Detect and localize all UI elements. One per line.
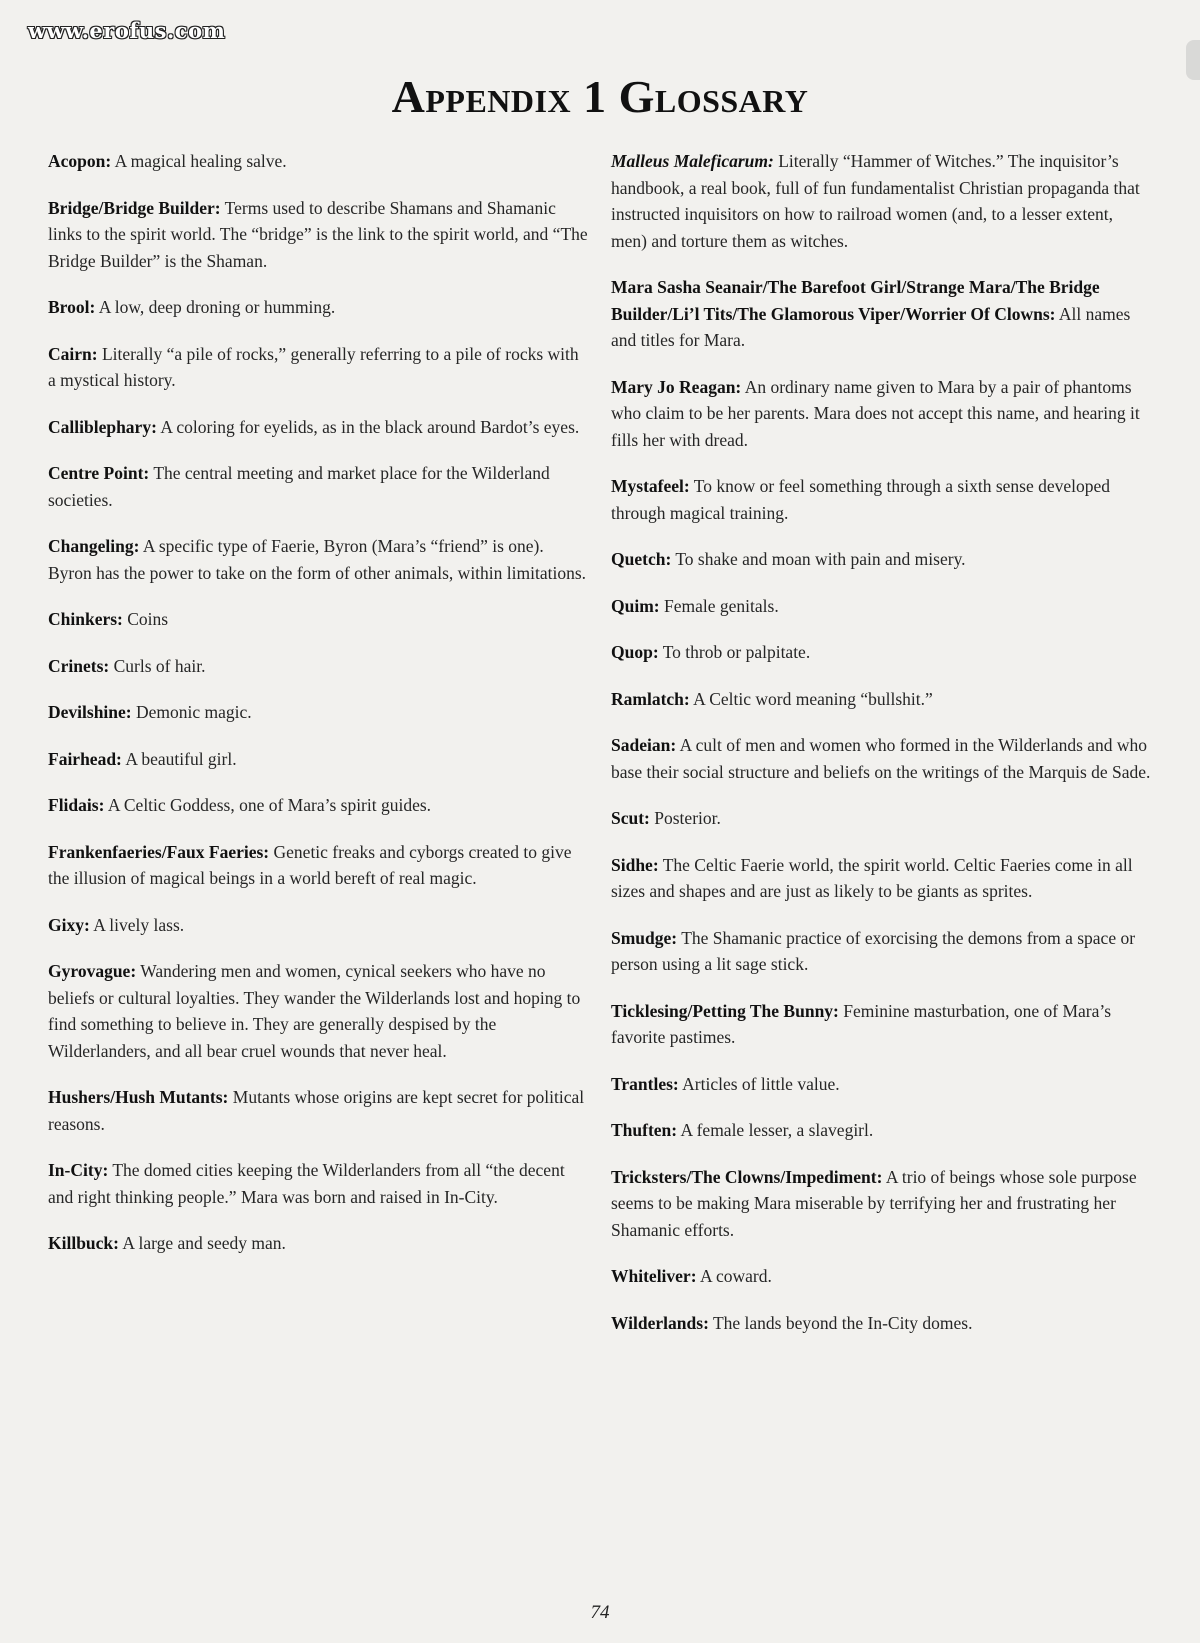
- glossary-term: Brool:: [48, 297, 96, 317]
- glossary-entry: [48, 1157, 588, 1210]
- glossary-term: Mary Jo Reagan:: [611, 376, 742, 397]
- glossary-definition: An ordinary name given to Mara by a pair of phantoms who claim to be her parents. Mara does not accept this name, and hearing it fills her with dread.: [611, 376, 1140, 450]
- glossary-entry: [48, 148, 588, 175]
- glossary-entry: [48, 958, 588, 1064]
- glossary-entry: [48, 460, 588, 513]
- glossary-entry: [611, 1310, 1151, 1337]
- glossary-definition: A coward.: [699, 1266, 772, 1286]
- glossary-definition: Mutants whose origins are kept secret for political reasons.: [48, 1087, 585, 1134]
- glossary-term: Mystafeel:: [611, 476, 690, 496]
- glossary-entry: [48, 294, 588, 321]
- glossary-term: Sadeian:: [611, 735, 677, 755]
- glossary-definition: A lively lass.: [93, 914, 185, 935]
- glossary-entry: [611, 274, 1151, 354]
- glossary-definition: A magical healing salve.: [114, 151, 287, 171]
- glossary-entry: [611, 374, 1151, 454]
- glossary-definition: To throb or palpitate.: [662, 642, 811, 662]
- glossary-term: Fairhead:: [48, 748, 122, 769]
- glossary-term: Bridge/Bridge Builder:: [48, 197, 221, 218]
- glossary-definition: Demonic magic.: [136, 702, 252, 722]
- page-number: 74: [590, 1602, 610, 1623]
- glossary-definition: The central meeting and market place for the Wilderland societies.: [48, 463, 550, 510]
- glossary-term: Quop:: [611, 642, 659, 662]
- glossary-term: Trantles:: [611, 1073, 679, 1094]
- glossary-term: Smudge:: [611, 927, 678, 948]
- glossary-term: Quim:: [611, 595, 660, 616]
- glossary-definition: Female genitals.: [664, 595, 779, 616]
- glossary-definition: The domed cities keeping the Wilderlanders from all “the decent and right thinking people.” Mara was born and raised in In-City.: [48, 1160, 565, 1207]
- glossary-term: Tricksters/The Clowns/Impediment:: [611, 1166, 883, 1187]
- glossary-entry: [611, 686, 1151, 713]
- glossary-term: Acopon:: [48, 151, 112, 171]
- glossary-entry: [48, 839, 588, 892]
- glossary-term: Changeling:: [48, 536, 140, 556]
- page-title: Appendix 1 Glossary: [391, 71, 809, 122]
- glossary-term: Sidhe:: [611, 854, 659, 875]
- glossary-term: Thuften:: [611, 1120, 678, 1140]
- glossary-entry: [611, 473, 1151, 526]
- glossary-entry: [611, 732, 1151, 785]
- glossary-definition: The lands beyond the In-City domes.: [712, 1312, 973, 1333]
- glossary-entry: [48, 341, 588, 394]
- glossary-term: Crinets:: [48, 655, 110, 676]
- glossary-term: Wilderlands:: [611, 1312, 709, 1333]
- glossary-term: Malleus Maleficarum:: [611, 151, 774, 171]
- glossary-definition: All names and titles for Mara.: [611, 303, 1131, 350]
- glossary-term: Ramlatch:: [611, 688, 690, 709]
- glossary-definition: A female lesser, a slavegirl.: [680, 1120, 874, 1140]
- glossary-entry: [611, 852, 1151, 905]
- glossary-term: Gyrovague:: [48, 961, 137, 981]
- glossary-entry: [48, 746, 588, 773]
- glossary-entry: [48, 699, 588, 726]
- glossary-term: Cairn:: [48, 343, 98, 364]
- glossary-definition: A Celtic Goddess, one of Mara’s spirit guides.: [107, 795, 432, 815]
- glossary-entry: [611, 639, 1151, 666]
- glossary-definition: A trio of beings whose sole purpose seems to be making Mara miserable by terrifying her and frustrating her Shamanic efforts.: [611, 1166, 1137, 1240]
- glossary-definition: Literally “a pile of rocks,” generally referring to a pile of rocks with a mystical history.: [48, 343, 579, 390]
- glossary-term: Devilshine:: [48, 702, 132, 722]
- glossary-entry: [611, 1117, 1151, 1144]
- glossary-entry: [48, 1230, 588, 1257]
- glossary-definition: Curls of hair.: [113, 655, 206, 676]
- glossary-definition: To shake and moan with pain and misery.: [675, 549, 966, 569]
- glossary-entry: [611, 998, 1151, 1051]
- glossary-term: Flidais:: [48, 795, 105, 815]
- glossary-term: Gixy:: [48, 914, 90, 935]
- glossary-entry: [48, 792, 588, 819]
- glossary-left-column: [48, 148, 588, 1257]
- glossary-definition: Wandering men and women, cynical seekers who have no beliefs or cultural loyalties. They wander the Wilderlands lost and hoping to find something to believe in. They are generally despised by the Wilderlanders, and all bear cruel wounds that never heal.: [48, 961, 581, 1061]
- glossary-term: In-City:: [48, 1160, 109, 1180]
- glossary-definition: Terms used to describe Shamans and Shamanic links to the spirit world. The “bridge” is the link to the spirit world, and “The Bridge Builder” is the Shaman.: [48, 197, 588, 271]
- glossary-term: Killbuck:: [48, 1233, 119, 1253]
- glossary-definition: Posterior.: [654, 808, 721, 828]
- glossary-definition: A low, deep droning or humming.: [98, 297, 336, 317]
- glossary-definition: To know or feel something through a sixth sense developed through magical training.: [611, 476, 1111, 523]
- glossary-entry: [611, 148, 1151, 254]
- glossary-term: Mara Sasha Seanair/The Barefoot Girl/Strange Mara/The Bridge Builder/Li’l Tits/The Glamorous Viper/Worrier Of Clowns:: [611, 277, 1100, 324]
- glossary-definition: A coloring for eyelids, as in the black around Bardot’s eyes.: [160, 416, 580, 437]
- glossary-term: Frankenfaeries/Faux Faeries:: [48, 841, 270, 862]
- glossary-entry: [611, 593, 1151, 620]
- watermark: www.erofus.com: [28, 18, 226, 43]
- glossary-entry: [611, 805, 1151, 832]
- glossary-entry: [48, 653, 588, 680]
- glossary-entry: [611, 925, 1151, 978]
- glossary-right-column: [611, 148, 1151, 1336]
- glossary-definition: Feminine masturbation, one of Mara’s favorite pastimes.: [611, 1000, 1112, 1047]
- glossary-term: Chinkers:: [48, 609, 123, 629]
- glossary-term: Ticklesing/Petting The Bunny:: [611, 1000, 839, 1021]
- glossary-term: Centre Point:: [48, 463, 150, 483]
- glossary-definition: Genetic freaks and cyborgs created to give the illusion of magical beings in a world bereft of real magic.: [48, 841, 572, 888]
- glossary-entry: [48, 912, 588, 939]
- glossary-definition: A Celtic word meaning “bullshit.”: [693, 688, 933, 709]
- glossary-entry: [48, 1084, 588, 1137]
- glossary-definition: Literally “Hammer of Witches.” The inquisitor’s handbook, a real book, full of fun fundamentalist Christian propaganda that instructed inquisitors on how to railroad women (and, to a lesser extent, men) and torture them as witches.: [611, 151, 1140, 251]
- glossary-definition: Coins: [127, 609, 169, 629]
- glossary-term: Quetch:: [611, 549, 672, 569]
- glossary-definition: A beautiful girl.: [125, 748, 237, 769]
- glossary-definition: A specific type of Faerie, Byron (Mara’s “friend” is one). Byron has the power to take on the form of other animals, within limitations.: [48, 536, 587, 583]
- glossary-entry: [48, 606, 588, 633]
- glossary-definition: A large and seedy man.: [122, 1233, 286, 1253]
- glossary-entry: [48, 414, 588, 441]
- glossary-entry: [611, 1263, 1151, 1290]
- glossary-definition: The Shamanic practice of exorcising the demons from a space or person using a lit sage stick.: [611, 927, 1136, 974]
- glossary-entry: [48, 533, 588, 586]
- glossary-term: Scut:: [611, 808, 650, 828]
- glossary-entry: [611, 1071, 1151, 1098]
- glossary-term: Whiteliver:: [611, 1266, 697, 1286]
- glossary-entry: [611, 546, 1151, 573]
- glossary-definition: Articles of little value.: [682, 1073, 840, 1094]
- glossary-term: Calliblephary:: [48, 416, 157, 437]
- glossary-definition: The Celtic Faerie world, the spirit world. Celtic Faeries come in all sizes and shapes and are just as likely to be giants as sprites.: [611, 854, 1133, 901]
- glossary-definition: A cult of men and women who formed in the Wilderlands and who base their social structure and beliefs on the writings of the Marquis de Sade.: [611, 735, 1151, 782]
- glossary-entry: [611, 1164, 1151, 1244]
- glossary-term: Hushers/Hush Mutants:: [48, 1087, 229, 1107]
- glossary-entry: [48, 195, 588, 275]
